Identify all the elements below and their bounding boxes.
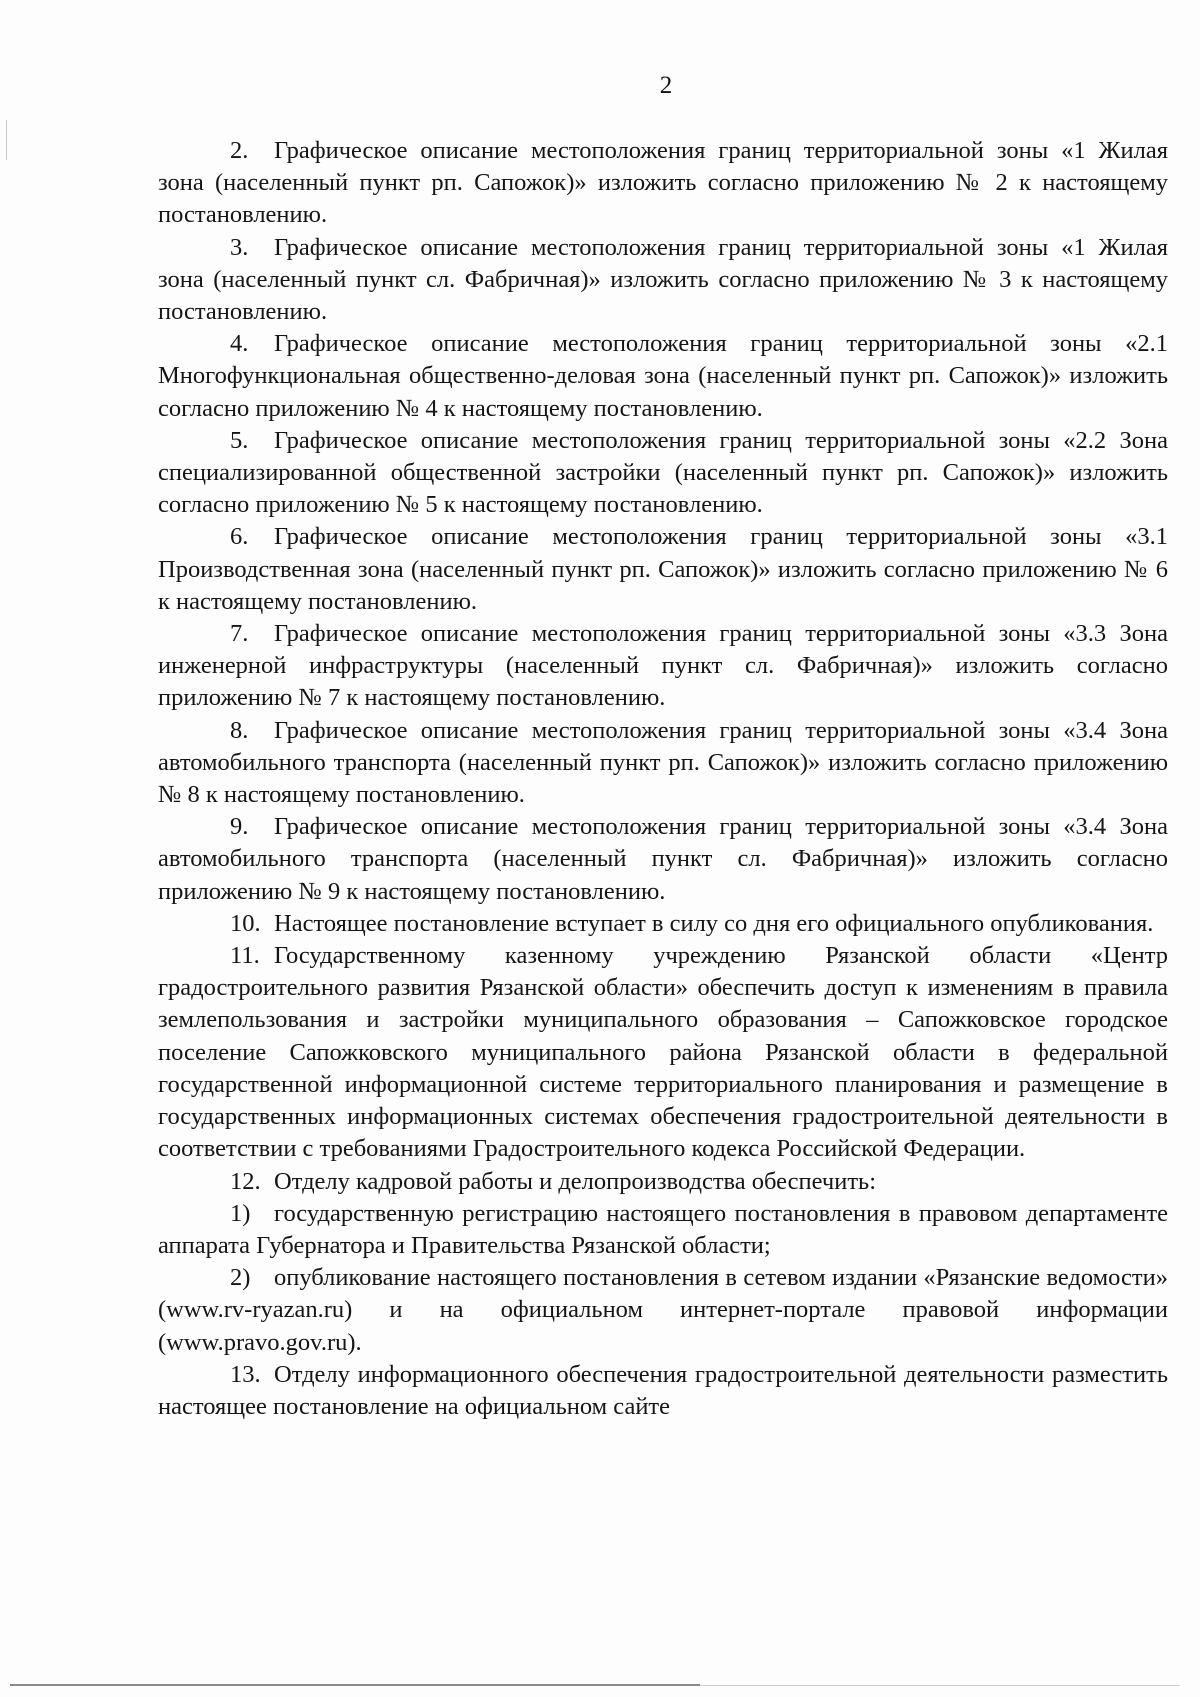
paragraph-number: 13. [230, 1360, 261, 1388]
paragraph-number: 9. [230, 813, 249, 841]
paragraph-text: Графическое описание местоположения границ территориальной зоны «3.4 Зона автомобильного транспорта (населенный пункт рп. Сапожок)» изложить согласно приложению № 8 к настоящему постановлению. [158, 716, 1168, 809]
paragraph-4 [158, 328, 1168, 425]
paragraph-text: Отделу информационного обеспечения градостроительной деятельности разместить настоящее постановление на официальном сайте [158, 1360, 1168, 1420]
paragraph-number: 2) [230, 1264, 251, 1292]
paragraph-number: 1) [230, 1199, 251, 1227]
paragraph-number: 11. [230, 942, 260, 970]
paragraph-3 [158, 232, 1168, 329]
paragraph-number: 12. [230, 1167, 261, 1195]
paragraph-10 [158, 908, 1168, 940]
page-number: 2 [659, 72, 673, 99]
paragraph-number: 7. [230, 620, 249, 648]
paragraph-text: Графическое описание местоположения границ территориальной зоны «3.3 Зона инженерной инфраструктуры (населенный пункт сл. Фабричная)» изложить согласно приложению № 7 к настоящему постановлению. [158, 620, 1168, 712]
paragraph-text: Графическое описание местоположения границ территориальной зоны «2.1 Многофункциональная общественно-деловая зона (населенный пункт рп. Сапожок)» изложить согласно приложению № 4 к настоящему постановлению. [158, 330, 1168, 422]
scan-margin-mark [6, 120, 7, 160]
paragraph-6 [158, 521, 1168, 618]
paragraph-text: Графическое описание местоположения границ территориальной зоны «3.1 Производственная зона (населенный пункт рп. Сапожок)» изложить согласно приложению № 6 к настоящему постановлению. [158, 523, 1168, 615]
paragraph-number: 5. [230, 426, 249, 454]
paragraph-text: Графическое описание местоположения границ территориальной зоны «3.4 Зона автомобильного транспорта (населенный пункт сл. Фабричная)» изложить согласно приложению № 9 к настоящему постановлению. [158, 813, 1168, 905]
paragraph-12 [158, 1166, 1168, 1198]
paragraph-number: 6. [230, 523, 249, 551]
scan-bottom-edge-faint [700, 1685, 1180, 1686]
paragraph-5 [158, 425, 1168, 522]
paragraph-text: государственную регистрацию настоящего постановления в правовом департаменте аппарата Губернатора и Правительства Рязанской области; [158, 1199, 1168, 1259]
paragraph-number: 10. [230, 909, 261, 937]
paragraph-text: Настоящее постановление вступает в силу со дня его официального опубликования. [274, 909, 1154, 937]
subparagraph-1 [158, 1198, 1168, 1262]
subparagraph-2 [158, 1262, 1168, 1359]
paragraph-text: Графическое описание местоположения границ территориальной зоны «1 Жилая зона (населенный пункт сл. Фабричная)» изложить согласно приложению № 3 к настоящему постановлению. [158, 233, 1168, 326]
paragraph-number: 2. [230, 137, 249, 164]
paragraph-11 [158, 940, 1168, 1165]
paragraph-8 [158, 715, 1168, 812]
document-body [158, 135, 1168, 1423]
paragraph-number: 8. [230, 716, 249, 744]
paragraph-2 [158, 135, 1168, 232]
paragraph-number: 3. [230, 233, 249, 261]
paragraph-13 [158, 1359, 1168, 1423]
paragraph-9 [158, 811, 1168, 908]
paragraph-text: Графическое описание местоположения границ территориальной зоны «2.2 Зона специализированной общественной застройки (населенный пункт рп. Сапожок)» изложить согласно приложению № 5 к настоящему постановлению. [158, 426, 1168, 519]
paragraph-text: опубликование настоящего постановления в сетевом издании «Рязанские ведомости» (www.rv-ryazan.ru) и на официальном интернет-портале правовой информации (www.pravo.gov.ru). [158, 1264, 1168, 1356]
paragraph-text: Графическое описание местоположения границ территориальной зоны «1 Жилая зона (населенный пункт рп. Сапожок)» изложить согласно приложению № 2 к настоящему постановлению. [158, 137, 1168, 229]
paragraph-text: Государственному казенному учреждению Рязанской области «Центр градостроительного развития Рязанской области» обеспечить доступ к изменениям в правила землепользования и застройки муниципального образования – Сапожковское городское поселение Сапожковского муниципального района Рязанской области в федеральной государственной информационной системе территориального планирования и размещение в государственных информационных системах обеспечения градостроительной деятельности в соответствии с требованиями Градостроительного кодекса Российской Федерации. [158, 942, 1168, 1163]
paragraph-number: 4. [230, 330, 249, 358]
paragraph-text: Отделу кадровой работы и делопроизводства обеспечить: [274, 1167, 877, 1195]
paragraph-7 [158, 618, 1168, 715]
scan-bottom-edge [10, 1684, 700, 1686]
